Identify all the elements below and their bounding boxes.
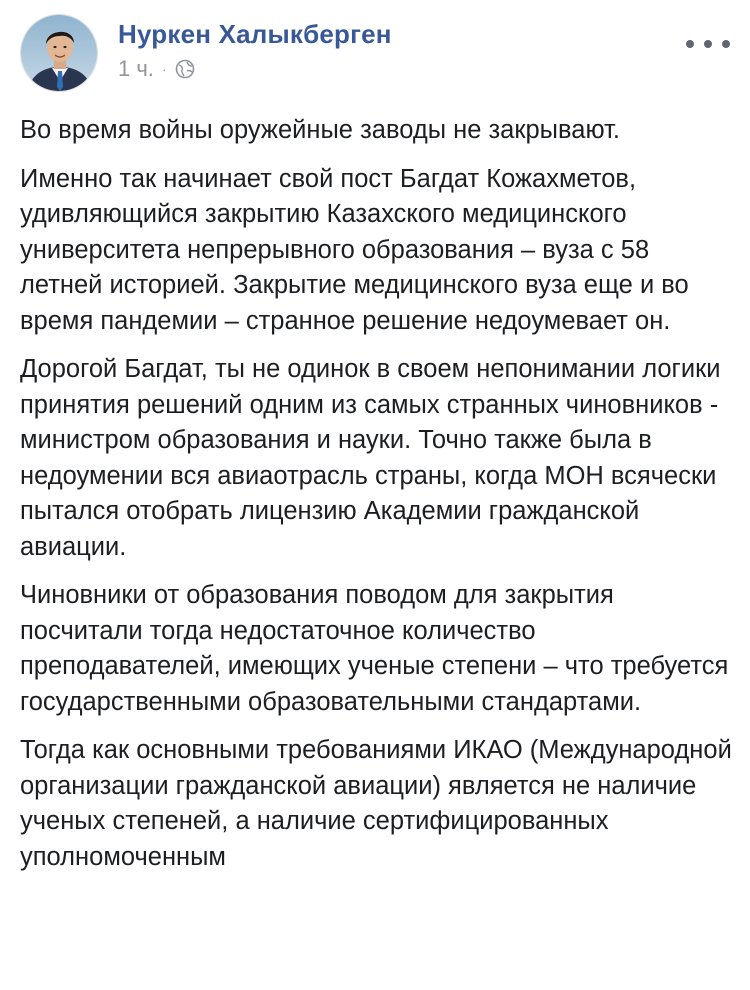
post-paragraph: Чиновники от образования поводом для закрытия посчитали тогда недостаточное количество преподавателей, имеющих ученые степени – что требуется государственными образовательными стандартами. (20, 581, 729, 716)
post-header (20, 14, 730, 86)
dot (722, 40, 730, 48)
post-paragraph: Именно так начинает свой пост Багдат Кожахметов, удивляющийся закрытию Казахского медицинского университета непрерывного образования – вуза с 58 летней историей. Закрытие медицинского вуза еще и во время пандемии – странное решение недоумевает он. (20, 164, 689, 335)
post-meta (118, 56, 195, 82)
more-options-icon[interactable] (686, 34, 730, 54)
dot (704, 40, 712, 48)
post-paragraph: Дорогой Багдат, ты не одинок в своем непонимании логики принятия решений одним из самых странных чиновников - министром образования и науки. Точно также была в недоумении вся авиаотрасль страны, когда МОН всячески пытался отобрать лицензию Академии гражданской авиации. (20, 355, 721, 561)
globe-icon[interactable] (175, 59, 195, 79)
author-name-link[interactable]: Нуркен Халыкберген (118, 19, 392, 49)
author-avatar[interactable] (20, 14, 98, 92)
meta-separator: · (161, 61, 167, 77)
avatar-photo (21, 15, 98, 92)
post-timestamp[interactable]: 1 ч. (118, 56, 154, 81)
post-text (20, 113, 736, 888)
post-paragraph: Во время войны оружейные заводы не закрывают. (20, 116, 620, 144)
post-paragraph: Тогда как основными требованиями ИКАО (Международной организации гражданской авиации) является не наличие ученых степеней, а наличие сертифицированных уполномоченным (20, 736, 732, 871)
dot (686, 40, 694, 48)
